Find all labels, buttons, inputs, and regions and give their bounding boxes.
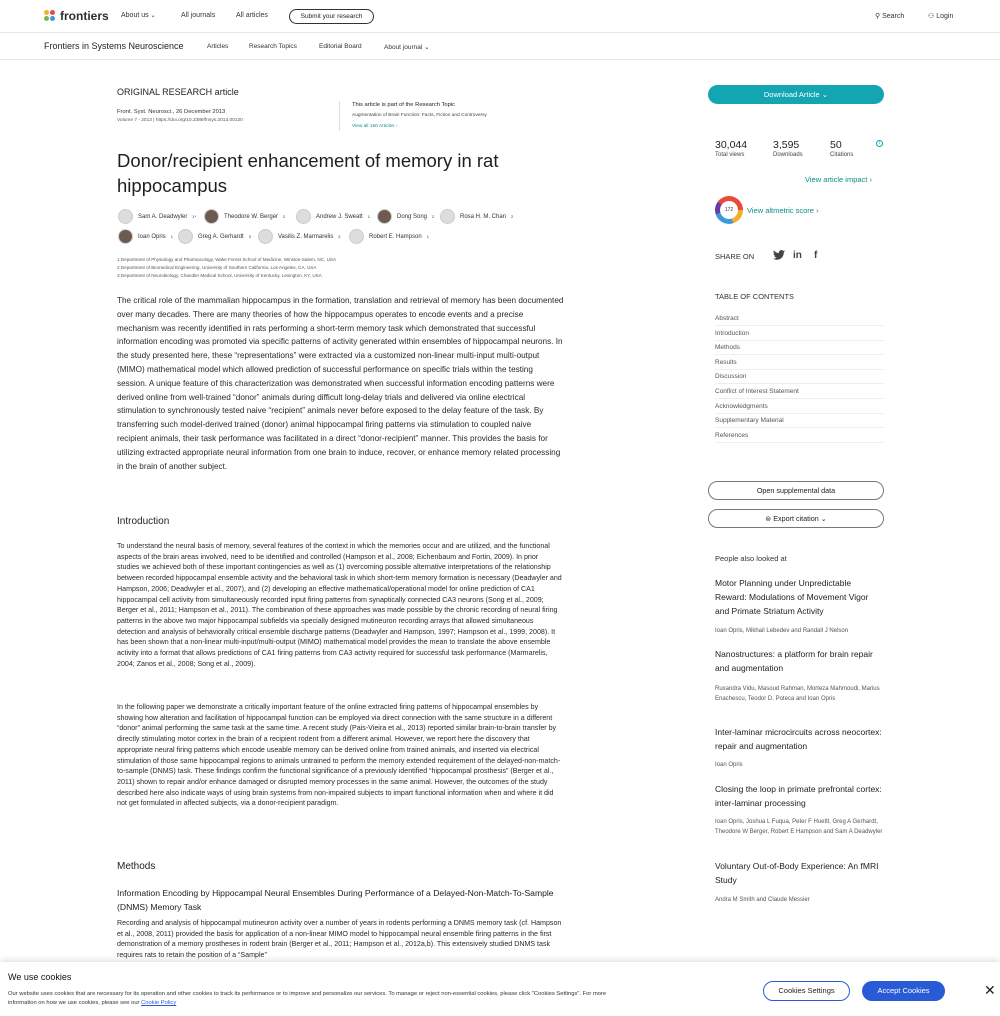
login-button[interactable] [928, 12, 953, 20]
chevron-right-icon: › [869, 175, 872, 184]
cookie-title: We use cookies [8, 972, 72, 982]
toc-item[interactable]: Discussion [715, 373, 884, 384]
altmetric-link-label: View altmetric score [747, 206, 814, 215]
accept-cookies-button[interactable]: Accept Cookies [862, 981, 945, 1001]
research-topic-intro: This article is part of the Research Topic [352, 102, 455, 108]
download-label: Download Article [763, 90, 820, 99]
facebook-icon[interactable]: f [814, 250, 818, 261]
metric-value: 3,595 [773, 139, 800, 151]
avatar [118, 229, 133, 244]
user-icon: ⚇ [928, 13, 935, 20]
info-icon[interactable]: i [876, 140, 883, 147]
author-name: Dong Song [397, 213, 428, 220]
introduction-paragraph-1: To understand the neural basis of memory, several features of the context in which the memories occur and are utilized, and the functional aspects of the brain areas involved, need to be identified and controlled (Hampson et al., 2008; Eichenbaum and Fortin, 2009). In prior studies we achieved both of these important contingencies as well as (1) overcoming possible alternative interpretations of the relationship between recorded hippocampal ensemble activity and the behavioral task in which short-term memory formation is necessary (Deadwyler and Hampson, 2006; Deadwyler et al., 2007), and (2) developing an effective mathematical/operational model for online prediction of CA1 hippocampal cell activity from simultaneously recorded input firing patterns from synaptically connected CA3 neurons (Song et al., 2009; Berger et al., 2011; Hampson et al., 2011). The combination of these approaches was made possible by the chronic recording of neural firing patterns in the above two major hippocampal subfields via specially designed mutineuron recording arrays that allowed simultaneous detection and analysis of behaviorally critical ensemble discharge patterns (Deadwyler and Hampson, 1997; Hampson et al., 1999, 2008). It has been shown that a non-linear multi-input/multi-output (MIMO) mathematical model provides the mean to translate the above ensemble activity into a format that allows predictions of CA1 firing patterns from CA3 activity required for successful task performance (Marmarelis, 2004; Zanos et al., 2008; Song et al., 2009). [117, 542, 562, 668]
author-item[interactable] [349, 229, 429, 244]
export-icon: ⊜ [765, 514, 772, 523]
view-all-articles-label: View all 150 Articles [352, 124, 395, 129]
avatar [296, 209, 311, 224]
chevron-down-icon: ⌄ [150, 13, 156, 19]
share-on-label: SHARE ON [715, 252, 755, 261]
chevron-right-icon: › [395, 124, 398, 129]
methods-paragraph-1: Recording and analysis of hippocampal mutineuron activity over a number of years in rodents performing a DNMS memory task (cf. Hampson et al., 2008, 2011) provided the basis for application of a non-linear MIMO model to hippocampal neural ensemble firing patterns in the first demonstration of a memory prostheses in rodent brain (Berger et al., 2011; Hampson et al., 2012a,b). This extensively studied DNMS task requires rats to retain the position of a “Sample” [117, 919, 562, 960]
journal-bar [0, 33, 1000, 60]
top-navigation [0, 0, 1000, 33]
metric-value: 50 [830, 139, 842, 151]
journal-nav-research-topics[interactable]: Research Topics [249, 43, 297, 50]
author-item[interactable] [377, 209, 434, 224]
author-affiliation-sup: 1 [426, 234, 429, 239]
research-topic-name[interactable]: Augmentation of Brain Function: Facts, Fiction and Controversy [352, 113, 487, 118]
view-article-impact-link[interactable] [805, 175, 872, 184]
article-title: Donor/recipient enhancement of memory in rat hippocampus [117, 150, 499, 196]
article-type: ORIGINAL RESEARCH article [117, 87, 239, 97]
author-name: Vasilis Z. Marmarelis [278, 233, 334, 240]
toc-item[interactable]: Acknowledgments [715, 403, 884, 414]
cookie-banner [0, 962, 1000, 1016]
metric-citations [830, 139, 853, 158]
nav-about-us-label: About us [121, 12, 149, 19]
author-affiliation-sup: 2 [283, 214, 286, 219]
metric-label: Downloads [773, 152, 803, 158]
avatar [377, 209, 392, 224]
related-article-title[interactable]: Closing the loop in primate prefrontal cortex: inter-laminar processing [715, 784, 882, 808]
author-item[interactable] [118, 209, 196, 224]
metric-total-views [715, 139, 747, 158]
methods-heading: Methods [117, 861, 156, 872]
author-name: Theodore W. Berger [224, 213, 279, 220]
altmetric-score: 172 [720, 201, 738, 219]
related-article-authors: Ioan Opris [715, 762, 743, 768]
methods-subheading: Information Encoding by Hippocampal Neural Ensembles During Performance of a Delayed-Non-Match-To-Sample (DNMS) Memory Task [117, 888, 554, 912]
metric-label: Citations [830, 152, 854, 158]
toc-heading: TABLE OF CONTENTS [715, 292, 795, 301]
metric-label: Total views [715, 152, 745, 158]
avatar [118, 209, 133, 224]
related-article-title[interactable]: Nanostructures: a platform for brain repair and augmentation [715, 649, 873, 673]
cookies-settings-button[interactable]: Cookies Settings [763, 981, 850, 1001]
abstract-text: The critical role of the mammalian hippocampus in the formation, translation and retrieval of memory has been documented over many decades. There are many theories of how the hippocampus operates to encode events and a precise mechanism was recently identified in rats performing a short-term memory task which demonstrated that successful information encoding was promoted via specific patterns of activity generated within ensembles of hippocampal neurons. In the study presented here, these “representations” were extracted via a customized non-linear multi-input multi-output (MIMO) mathematical model which allowed prediction of successful performance on specific trials within the testing session. A unique feature of this characterization was demonstrated when successful information encoding patterns were derived online from well-trained “donor” animals during difficult long-delay trials and delivered via online electrical stimulation to synchronously tested naive “recipient” animals never before exposed to the delay feature of the task. By transferring such model-derived trained (donor) animal hippocampal firing patterns via stimulation to coupled naive recipient animals, their task performance was facilitated in a direct “donor-recipient” manner. This provides the basis for utilizing extracted appropriate neural information from one brain to induce, recover, or enhance memory related processing in the brain of another subject. [117, 296, 564, 471]
author-affiliation-sup: 2 [511, 214, 514, 219]
journal-nav-about-journal[interactable] [384, 43, 430, 51]
view-altmetric-score-link[interactable] [747, 206, 819, 215]
logo-mark-icon [44, 10, 56, 22]
close-icon[interactable]: ✕ [984, 982, 996, 998]
logo-text: frontiers [60, 9, 109, 23]
linkedin-icon[interactable]: in [793, 250, 802, 261]
frontiers-logo[interactable] [44, 9, 109, 23]
search-label: Search [882, 13, 905, 20]
cookie-body: Our website uses cookies that are necessary for its operation and other cookies to track its performance or to improve and personalize our services. To manage or reject non-essential cookies, please click "Cookies Settings". For more information on how we use cookies, please see our [8, 991, 607, 1006]
author-affiliation-sup: 3 [248, 234, 251, 239]
chevron-right-icon: › [816, 206, 819, 215]
toc-item[interactable]: References [715, 432, 884, 443]
journal-nav-editorial-board[interactable]: Editorial Board [319, 43, 362, 50]
toc-item[interactable]: Introduction [715, 330, 884, 341]
author-item[interactable] [118, 229, 173, 244]
download-article-button[interactable] [708, 85, 884, 104]
open-supplemental-data-button[interactable]: Open supplemental data [708, 481, 884, 500]
related-article-authors: Ioan Opris, Joshua L Fuqua, Peter F Huettl, Greg A Gerhardt, Theodore W Berger, Robert E Hampson and Sam A Deadwyler [715, 819, 883, 835]
view-all-articles-link[interactable] [352, 124, 398, 129]
introduction-heading: Introduction [117, 516, 170, 527]
author-item[interactable] [204, 209, 285, 224]
search-button[interactable] [875, 12, 904, 20]
author-affiliation-sup: 1 [367, 214, 370, 219]
toc-item[interactable]: Abstract [715, 315, 884, 326]
author-item[interactable] [258, 229, 340, 244]
related-article-authors: Ioan Opris, Mikhail Lebedev and Randall J Nelson [715, 628, 849, 634]
related-article-title[interactable]: Motor Planning under Unpredictable Reward: Modulations of Movement Vigor and Primate Striatum Activity [715, 578, 869, 616]
affiliation: 3 Department of Neurobiology, Chandler Medical School, University of Kentucky, Lexington, KY, USA [117, 273, 322, 278]
metric-value: 30,044 [715, 139, 748, 151]
export-citation-label: Export citation [773, 514, 819, 523]
author-name: Sam A. Deadwyler [138, 213, 188, 220]
cookie-policy-link[interactable]: Cookie Policy [141, 1000, 177, 1006]
author-affiliation-sup: 1* [192, 214, 197, 219]
avatar [349, 229, 364, 244]
avatar [258, 229, 273, 244]
author-affiliation-sup: 2 [338, 234, 341, 239]
twitter-icon[interactable] [773, 250, 785, 263]
login-label: Login [936, 13, 954, 20]
avatar [204, 209, 219, 224]
journal-name[interactable]: Frontiers in Systems Neuroscience [44, 41, 184, 51]
search-icon: ⚲ [875, 13, 881, 20]
article-volume-doi[interactable]: Volume 7 - 2013 | https://doi.org/10.3389/fnsys.2013.00120 [117, 118, 243, 123]
affiliation: 2 Department of Biomedical Engineering, University of Southern California, Los Angeles, CA, USA [117, 265, 317, 270]
author-item[interactable] [296, 209, 370, 224]
avatar [178, 229, 193, 244]
toc-item[interactable]: Supplementary Material [715, 417, 884, 428]
avatar [440, 209, 455, 224]
submit-research-button[interactable]: Submit your research [289, 9, 374, 24]
affiliation: 1 Department of Physiology and Pharmacology, Wake Forest School of Medicine, Winston-Salem, NC, USA [117, 257, 337, 262]
cookie-text [8, 990, 608, 1008]
author-name: Andrew J. Sweatt [316, 213, 363, 220]
author-item[interactable] [440, 209, 513, 224]
author-item[interactable] [178, 229, 251, 244]
author-name: Rosa H. M. Chan [460, 213, 507, 220]
toc-item[interactable]: Methods [715, 344, 884, 355]
article-citation: Front. Syst. Neurosci., 26 December 2013 [117, 109, 226, 115]
journal-nav-articles[interactable]: Articles [207, 43, 229, 50]
nav-about-us[interactable] [121, 12, 156, 19]
chevron-down-icon: ⌄ [424, 44, 430, 51]
export-citation-button[interactable] [708, 509, 884, 528]
altmetric-badge[interactable] [715, 196, 743, 224]
author-name: Greg A. Gerhardt [198, 233, 244, 240]
chevron-down-icon: ⌄ [820, 514, 827, 523]
related-article-authors: Ruxandra Vidu, Masoud Rahman, Morteza Mahmoudi, Marius Enachescu, Teodor D. Poteca and Ioan Opris [715, 686, 880, 702]
author-affiliation-sup: 2 [432, 214, 435, 219]
toc-item[interactable]: Results [715, 359, 884, 370]
metric-downloads [773, 139, 803, 158]
related-article-title[interactable]: Voluntary Out-of-Body Experience: An fMRI Study [715, 861, 879, 885]
toc-item[interactable]: Conflict of Interest Statement [715, 388, 884, 399]
chevron-down-icon: ⌄ [821, 90, 829, 99]
related-article-title[interactable]: Inter-laminar microcircuits across neocortex: repair and augmentation [715, 727, 882, 751]
about-journal-label: About journal [384, 44, 423, 51]
author-name: Ioan Opris [138, 233, 166, 240]
author-name: Robert E. Hampson [369, 233, 422, 240]
view-impact-label: View article impact [805, 175, 868, 184]
author-affiliation-sup: 1 [170, 234, 173, 239]
people-also-looked-heading: People also looked at [715, 554, 787, 563]
nav-all-journals[interactable]: All journals [181, 12, 216, 19]
divider [339, 101, 340, 131]
introduction-paragraph-2: In the following paper we demonstrate a critically important feature of the online extracted firing patterns of hippocampal ensembles by showing how alteration and facilitation of hippocampal function can be employed via direct connection with the same structure in a different “donor” animal performing the same task at the same time. A recent study (Pais-Vieira et al., 2013) reported similar brain-to-brain transfer by directly stimulating motor cortex in the brain of a recipient rodent from a different animal. However, we report here the discovery that appropriate neural firing patterns which encode useable memory can be derived online from trained animals, and inserted via electrical stimulation of those same hippocampal regions to animals untrained to perform the memory extended requirement of the delayed-non-match-to-sample (DNMS) task. These findings confirm the functional significance of a previously identified “hippocampal prosthesis” (Berger et al., 2011) shown to repair and/or enhance damaged or disrupted memory processes in the same animal. However, the outcomes of the study described here also indicate ways of using brain systems from non-impaired subjects to impart functional information when and where it did not get formulated in affected subjects, via a donor-recipient paradigm. [117, 703, 561, 808]
related-article-authors: Andra M Smith and Claude Messier [715, 897, 810, 903]
nav-all-articles[interactable]: All articles [236, 12, 268, 19]
